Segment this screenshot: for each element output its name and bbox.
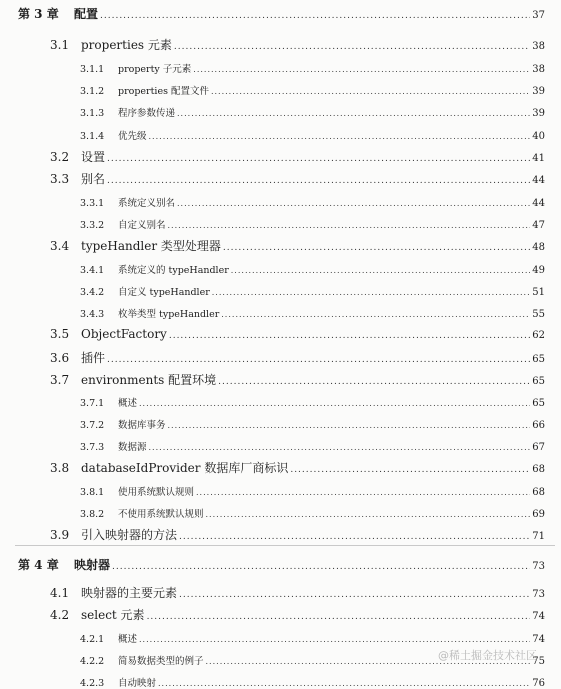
toc-number: 4.2.3: [80, 678, 105, 689]
toc-title: 数据库事务: [118, 420, 166, 431]
toc-subsection: [80, 306, 545, 320]
toc-page-number: 68: [532, 487, 545, 498]
dot-leader: [168, 422, 531, 430]
toc-section: [50, 459, 545, 476]
toc-page-number: 69: [532, 509, 545, 520]
toc-title: 自动映射: [118, 678, 157, 689]
toc-number: 第 4 章: [18, 558, 59, 572]
toc-page-number: 74: [532, 634, 545, 645]
toc-title: 使用系统默认规则: [118, 487, 195, 498]
toc-page-number: 55: [532, 309, 545, 320]
toc-title: 不使用系统默认规则: [118, 509, 204, 520]
toc-number: 3.3.1: [80, 198, 105, 209]
dot-leader: [147, 613, 531, 622]
toc-page-number: 39: [532, 86, 545, 97]
toc-number: 3.7.3: [80, 442, 105, 453]
dot-leader: [112, 563, 530, 572]
toc-page-number: 71: [532, 531, 545, 542]
dot-leader: [107, 356, 530, 365]
toc-subsection: [80, 217, 545, 231]
toc-subsection: [80, 128, 545, 142]
toc-title: 设置: [81, 150, 106, 164]
toc-page-number: 66: [532, 420, 545, 431]
dot-leader: [177, 200, 530, 208]
toc-number: 4.2: [50, 608, 70, 622]
dot-leader: [177, 110, 530, 118]
toc-number: 3.1.4: [80, 131, 105, 142]
dot-leader: [193, 66, 530, 74]
dot-leader: [290, 466, 530, 475]
toc-title: 映射器的主要元素: [81, 586, 178, 600]
toc-page-number: 68: [532, 464, 545, 475]
toc-page-number: 48: [532, 242, 545, 253]
dot-leader: [179, 533, 530, 542]
toc-page-number: 65: [532, 354, 545, 365]
toc-number: 3.7.1: [80, 398, 105, 409]
toc-section: [50, 526, 545, 543]
toc-page-number: 65: [532, 376, 545, 387]
toc-number: 3.9: [50, 528, 70, 542]
toc-page-number: 37: [532, 10, 545, 21]
chapter-divider: [15, 545, 555, 546]
toc-title: property 子元素: [118, 64, 192, 75]
dot-leader: [223, 244, 530, 253]
toc-page-number: 51: [532, 287, 545, 298]
dot-leader: [179, 591, 530, 600]
toc-section: [50, 148, 545, 165]
toc-subsection: [80, 395, 545, 409]
toc-page-number: 62: [532, 330, 545, 341]
toc-number: 4.2.1: [80, 634, 105, 645]
toc-page-number: 40: [532, 131, 545, 142]
dot-leader: [149, 444, 531, 452]
toc-section: [50, 371, 545, 388]
toc-number: 4.1: [50, 586, 70, 600]
toc-section: [50, 606, 545, 623]
toc-number: 3.7: [50, 373, 70, 387]
toc-subsection: [80, 262, 545, 276]
toc-page-number: 44: [532, 198, 545, 209]
toc-number: 3.4.1: [80, 265, 105, 276]
dot-leader: [107, 177, 530, 186]
toc-number: 3.1: [50, 38, 70, 52]
toc-title: 概述: [118, 398, 138, 409]
toc-page-number: 73: [532, 589, 545, 600]
toc-title: 引入映射器的方法: [81, 528, 178, 542]
toc-title: 系统定义的 typeHandler: [118, 265, 229, 276]
toc-title: environments 配置环境: [81, 373, 217, 387]
toc-number: 3.5: [50, 327, 70, 341]
toc-number: 3.2: [50, 150, 70, 164]
toc-number: 3.4: [50, 239, 70, 253]
toc-page-number: 76: [532, 678, 545, 689]
toc-number: 3.4.2: [80, 287, 105, 298]
dot-leader: [231, 267, 531, 275]
toc-section: [50, 349, 545, 366]
toc-subsection: [80, 105, 545, 119]
toc-page-number: 47: [532, 220, 545, 231]
toc-page-number: 74: [532, 611, 545, 622]
toc-subsection: [80, 439, 545, 453]
toc-title: properties 配置文件: [118, 86, 209, 97]
toc-page-number: 73: [532, 561, 545, 572]
toc-number: 3.6: [50, 351, 70, 365]
toc-number: 4.2.2: [80, 656, 105, 667]
dot-leader: [196, 489, 530, 497]
toc-number: 3.8: [50, 461, 70, 475]
dot-leader: [212, 289, 531, 297]
toc-number: 3.4.3: [80, 309, 105, 320]
toc-page-number: 38: [532, 41, 545, 52]
toc-subsection: [80, 61, 545, 75]
toc-title: 映射器: [74, 558, 111, 572]
toc-section: [50, 584, 545, 601]
toc-number: 3.7.2: [80, 420, 105, 431]
toc-title: 枚举类型 typeHandler: [118, 309, 220, 320]
toc-title: 自定义 typeHandler: [118, 287, 210, 298]
toc-page-number: 44: [532, 175, 545, 186]
toc-number: 3.3: [50, 172, 70, 186]
toc-subsection: [80, 195, 545, 209]
dot-leader: [206, 511, 531, 519]
toc-section: [50, 237, 545, 254]
toc-title: 系统定义别名: [118, 198, 176, 209]
toc-section: [50, 327, 545, 341]
toc-page-number: 75: [532, 656, 545, 667]
toc-section: [50, 170, 545, 187]
toc-title: 程序参数传递: [118, 108, 176, 119]
toc-title: 优先级: [118, 131, 147, 142]
dot-leader: [158, 680, 530, 688]
toc-number: 第 3 章: [18, 7, 59, 21]
toc-title: 数据源: [118, 442, 147, 453]
dot-leader: [139, 636, 530, 644]
toc-subsection: [80, 675, 545, 689]
toc-title: 概述: [118, 634, 138, 645]
dot-leader: [218, 378, 530, 387]
toc-subsection: [80, 631, 545, 645]
toc-title: 插件: [81, 351, 106, 365]
toc-number: 3.3.2: [80, 220, 105, 231]
toc-chapter: [18, 5, 545, 22]
toc-number: 3.8.2: [80, 509, 105, 520]
toc-section: [50, 36, 545, 53]
dot-leader: [221, 311, 530, 319]
toc-title: typeHandler 类型处理器: [81, 239, 221, 253]
toc-subsection: [80, 284, 545, 298]
toc-number: 3.8.1: [80, 487, 105, 498]
toc-page-number: 38: [532, 64, 545, 75]
toc-subsection: [80, 83, 545, 97]
toc-page-number: 49: [532, 265, 545, 276]
toc-page-number: 41: [532, 153, 545, 164]
dot-leader: [139, 400, 530, 408]
watermark: @稀土掘金技术社区: [438, 649, 537, 662]
toc-page-number: 39: [532, 108, 545, 119]
dot-leader: [174, 43, 530, 52]
toc-subsection: [80, 417, 545, 431]
toc-subsection: [80, 484, 545, 498]
toc-page-number: 65: [532, 398, 545, 409]
toc-number: 3.1.2: [80, 86, 105, 97]
dot-leader: [100, 12, 530, 21]
toc-title: select 元素: [81, 608, 145, 622]
dot-leader: [211, 88, 530, 96]
dot-leader: [149, 133, 531, 141]
toc-page-number: 67: [532, 442, 545, 453]
toc-title: 别名: [81, 172, 106, 186]
toc-title: 简易数据类型的例子: [118, 656, 204, 667]
toc-title: databaseIdProvider 数据库厂商标识: [81, 461, 289, 475]
toc-chapter: [18, 556, 545, 573]
toc-title: 自定义别名: [118, 220, 166, 231]
toc-number: 3.1.1: [80, 64, 105, 75]
toc-title: ObjectFactory: [81, 327, 167, 341]
toc-subsection: [80, 506, 545, 520]
dot-leader: [169, 332, 530, 341]
toc-number: 3.1.3: [80, 108, 105, 119]
dot-leader: [168, 222, 531, 230]
toc-title: 配置: [74, 7, 99, 21]
dot-leader: [107, 155, 530, 164]
toc-title: properties 元素: [81, 38, 172, 52]
